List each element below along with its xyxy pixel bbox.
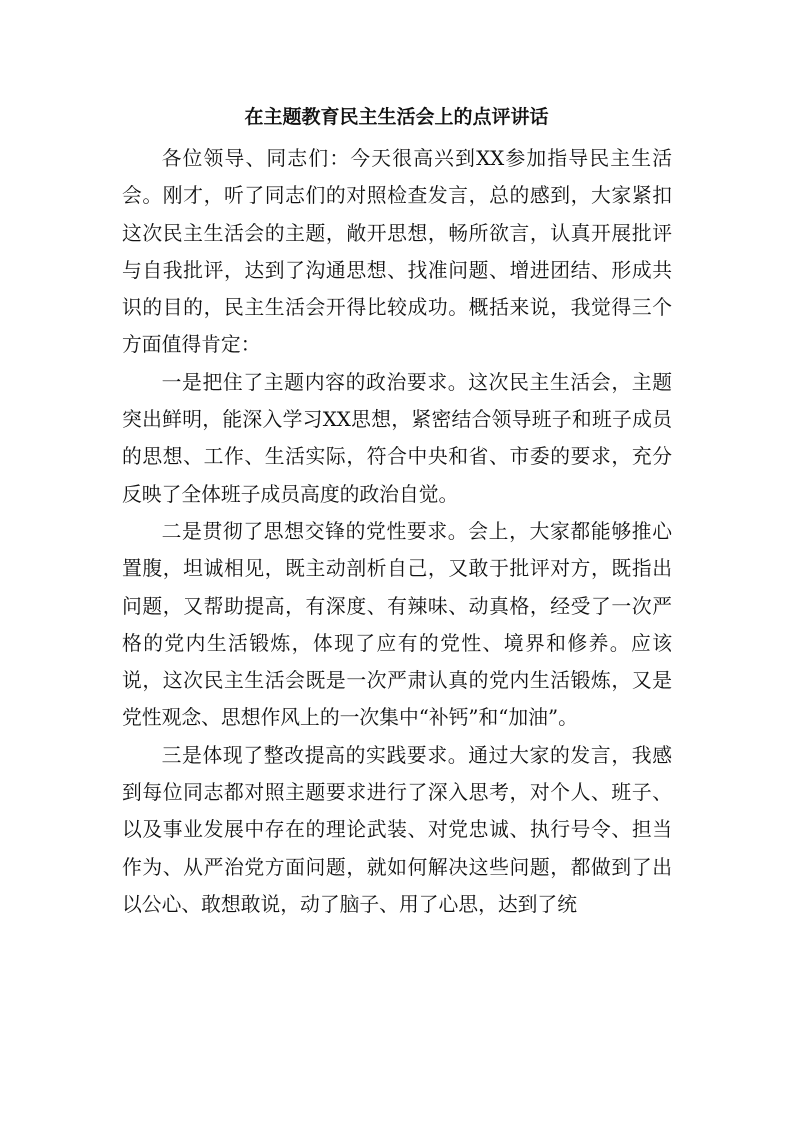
paragraph-opening: 各位领导、同志们：今天很高兴到XX参加指导民主生活会。刚才，听了同志们的对照检查发言，总的感到，大家紧扣这次民主生活会的主题，敞开思想，畅所欲言，认真开展批评与自我批评，达到了沟通思想、找准问题、增进团结、形成共识的目的，民主生活会开得比较成功。概括来说，我觉得三个方面值得肯定： [122,147,672,357]
document-title: 在主题教育民主生活会上的点评讲话 [244,106,549,128]
paragraph-point-three: 三是体现了整改提高的实践要求。通过大家的发言，我感到每位同志都对照主题要求进行了深入思考，对个人、班子、以及事业发展中存在的理论武装、对党忠诚、执行号令、担当作为、从严治党方面问题，就如何解决这些问题，都做到了出以公心、敢想敢说，动了脑子、用了心思，达到了统 [122,743,672,916]
paragraph-point-two: 二是贯彻了思想交锋的党性要求。会上，大家都能够推心置腹，坦诚相见，既主动剖析自己，又敢于批评对方，既指出问题，又帮助提高，有深度、有辣味、动真格，经受了一次严格的党内生活锻炼，体现了应有的党性、境界和修养。应该说，这次民主生活会既是一次严肃认真的党内生活锻炼，又是党性观念、思想作风上的一次集中“补钙”和“加油”。 [122,519,672,730]
paragraph-point-one: 一是把住了主题内容的政治要求。这次民主生活会，主题突出鲜明，能深入学习XX思想，紧密结合领导班子和班子成员的思想、工作、生活实际，符合中央和省、市委的要求，充分反映了全体班子成员高度的政治自觉。 [122,370,672,506]
document-body [122,140,672,923]
